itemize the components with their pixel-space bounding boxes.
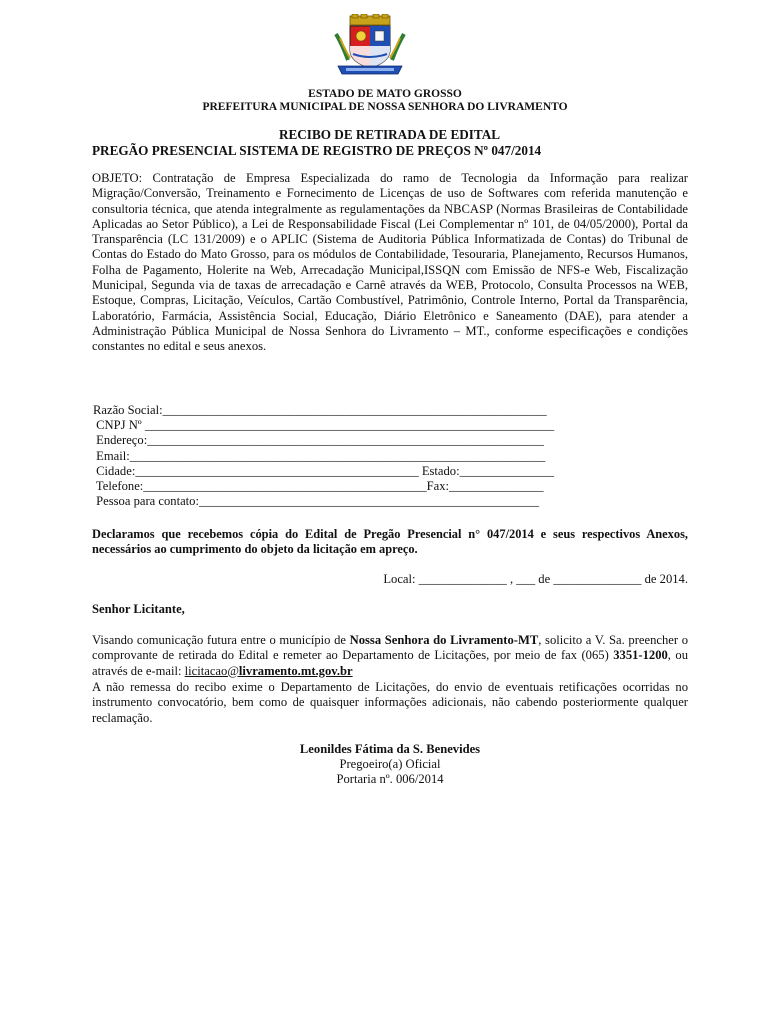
field-cidade-estado[interactable]: Cidade:_____________________________________________ Estado:_______________ — [93, 463, 555, 478]
field-email[interactable]: Email:__________________________________________________________________ — [93, 448, 546, 463]
signatory-portaria: Portaria nº. 006/2014 — [336, 772, 444, 786]
signature-block — [92, 742, 688, 787]
field-razao-social[interactable]: Razão Social:_____________________________________________________________ — [93, 403, 547, 417]
signatory-role: Pregoeiro(a) Oficial — [339, 757, 441, 771]
municipality-heading: PREFEITURA MUNICIPAL DE NOSSA SENHORA DO LIVRAMENTO — [202, 101, 568, 113]
email-link[interactable]: licitacao@livramento.mt.gov.br — [184, 663, 353, 678]
field-endereco[interactable]: Endereço:_______________________________________________________________ — [93, 433, 544, 448]
notice-text: , ou através de e-mail: — [92, 648, 688, 678]
salutation: Senhor Licitante, — [92, 602, 185, 616]
objeto-paragraph: OBJETO: Contratação de Empresa Especializada do ramo de Tecnologia da Informação para realizar Migração/Conversão, Treinamento e Fornecimento de Licenças de uso de Softwares com referida manutenção e consultoria técnica, que atenda integralmente as regulamentações da NBCASP (Normas Brasileiras de Contabilidade Aplicadas ao Setor Público), a Lei de Responsabilidade Fiscal (Lei Complementar nº 101, de 04/05/2000), Portal da Transparência (LC 131/2009) e o APLIC (Sistema de Auditoria Pública Informatizada de Contas) do Tribunal de Contas do Estado do Mato Grosso, para os módulos de Contabilidade, Tesouraria, Planejamento, Recursos Humanos, Folha de Pagamento, Holerite na Web, Arrecadação Municipal,ISSQN com Emissão de NFS-e Web, Fiscalização Municipal, Segunda via de taxas de arrecadação e Carnê através da WEB, Protocolo, Consulta Processos na WEB, Estoque, Compras, Licitação, Veículos, Cartão Combustível, Patrimônio, Controle Interno, Portal da Transparência, Laboratório, Farmácia, Assistência Social, Educação, Diário Eletrônico e Saneamento (DAE), para atender a Administração Pública Municipal de Nossa Senhora do Livramento – MT., conforme especificações e condições constantes no edital e seus anexos. — [92, 171, 688, 354]
document-title: RECIBO DE RETIRADA DE EDITAL — [278, 127, 501, 142]
local-date-line[interactable]: Local: ______________ , ___ de ______________ de 2014. — [383, 572, 688, 586]
field-telefone-fax[interactable]: Telefone:_____________________________________________Fax:_______________ — [93, 479, 544, 494]
notice-text: , solicito a V. Sa. preencher o comprovante de retirada do Edital e remeter ao Departamento de Licitações, por meio de fax (065) — [92, 633, 688, 663]
document-subtitle: PREGÃO PRESENCIAL SISTEMA DE REGISTRO DE PREÇOS Nº 047/2014 — [92, 143, 542, 158]
notice-paragraph-2: A não remessa do recibo exime o Departamento de Licitações, do envio de eventuais retificações ocorridas no instrumento convocatório, bem como de quaisquer informações adicionais, não cabendo posteriormente qualquer reclamação. — [92, 680, 688, 725]
fax-number: 3351-1200 — [613, 648, 668, 663]
state-heading: ESTADO DE MATO GROSSO — [308, 88, 462, 100]
notice-text: Visando comunicação futura entre o município de — [92, 633, 350, 647]
field-cnpj[interactable]: CNPJ Nº _________________________________________________________________ — [93, 418, 555, 433]
declaration-paragraph: Declaramos que recebemos cópia do Edital de Pregão Presencial n° 047/2014 e seus respectivos Anexos, necessários ao cumprimento do objeto da licitação em apreço. — [92, 527, 688, 557]
municipality-name: Nossa Senhora do Livramento-MT — [349, 633, 539, 647]
supplier-form — [93, 403, 613, 509]
coat-of-arms-icon — [328, 14, 412, 78]
field-pessoa-contato[interactable]: Pessoa para contato:______________________________________________________ — [93, 494, 539, 509]
notice-paragraph-1 — [92, 633, 688, 679]
signatory-name: Leonildes Fátima da S. Benevides — [299, 742, 481, 756]
